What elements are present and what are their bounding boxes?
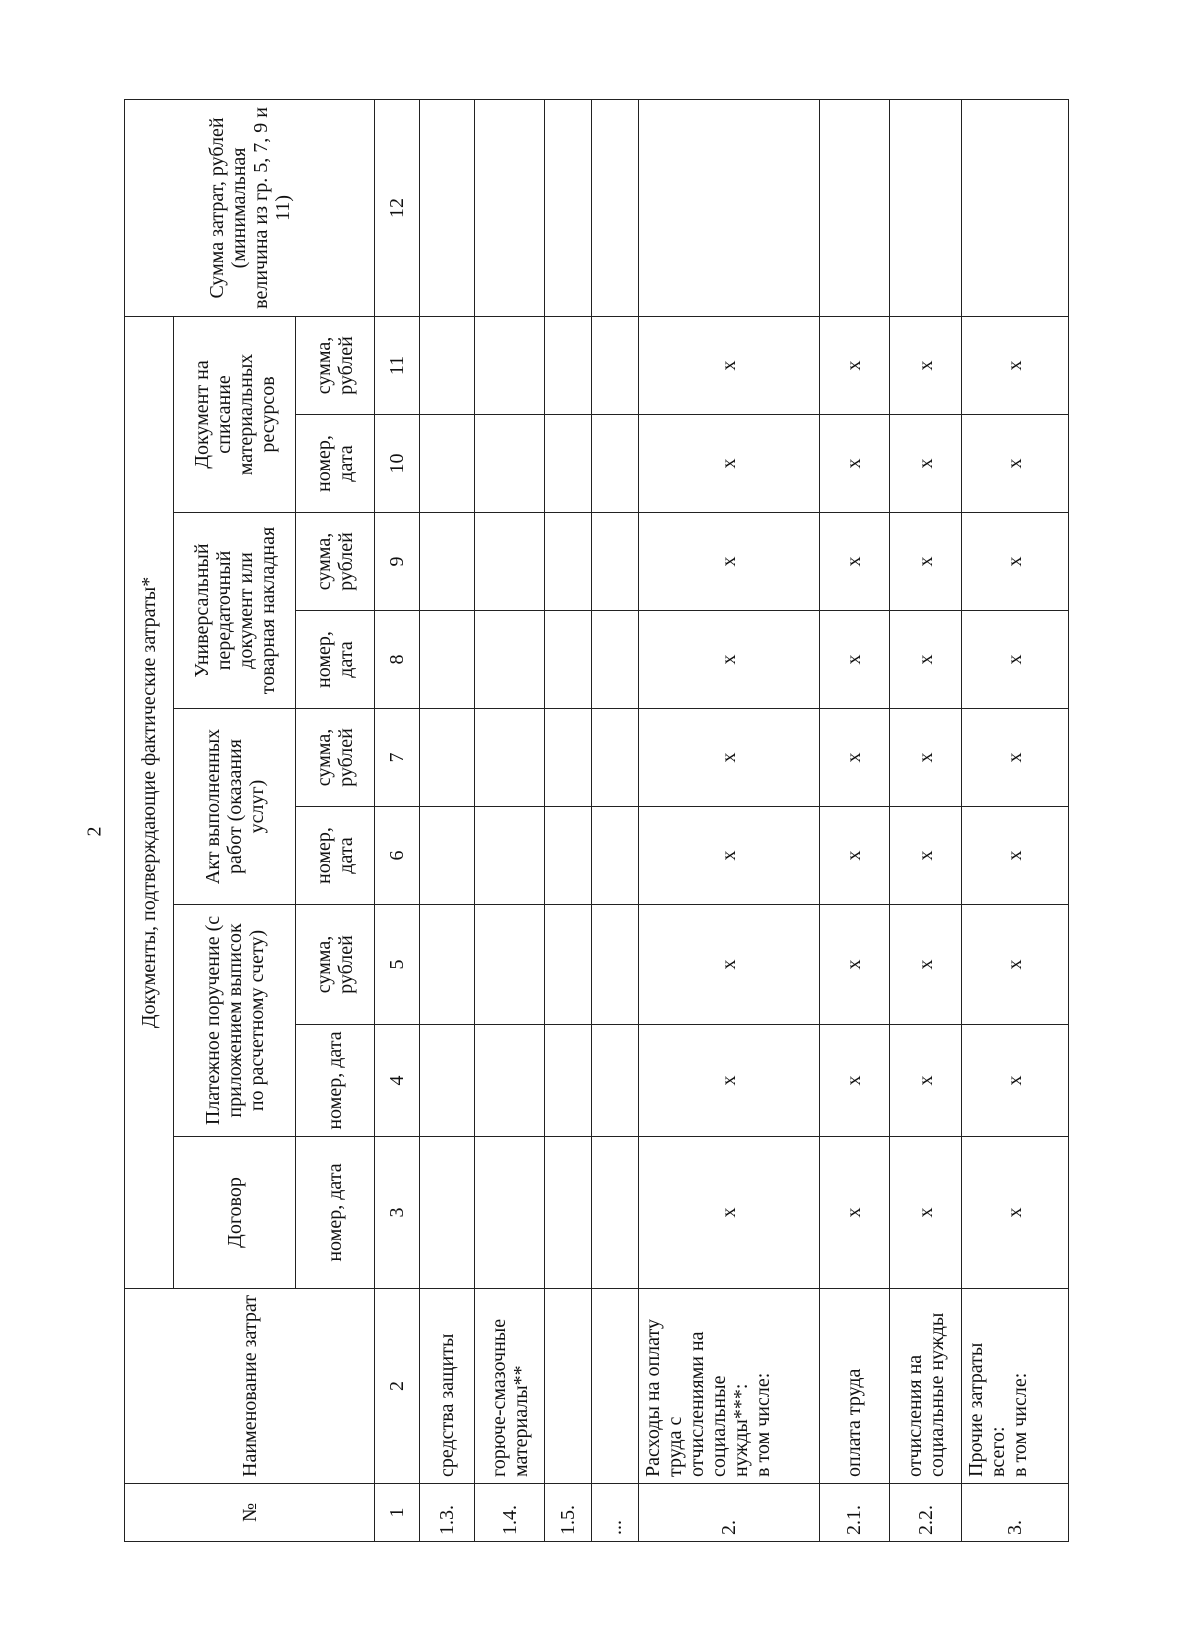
row-name-line: Расходы на оплату: [641, 1319, 664, 1477]
cross-mark: x: [638, 807, 819, 905]
cross-mark: x: [962, 316, 1069, 414]
column-number: 1: [375, 1484, 420, 1542]
column-number-row: [375, 99, 420, 1541]
table-row: [890, 99, 962, 1541]
header-name: Наименование затрат: [125, 1289, 375, 1484]
column-number: 10: [375, 415, 420, 513]
header-total: Сумма затрат, рублей (минимальная величина из гр. 5, 7, 9 и 11): [125, 99, 375, 316]
cross-mark: x: [962, 415, 1069, 513]
page-number: 2: [83, 826, 106, 837]
column-number: 4: [375, 1025, 420, 1137]
header-contract: Договор: [173, 1137, 295, 1289]
cross-mark: x: [890, 709, 962, 807]
cross-mark: x: [962, 807, 1069, 905]
cross-mark: x: [819, 316, 889, 414]
cross-mark: x: [962, 905, 1069, 1025]
row-name: [638, 1289, 819, 1484]
row-name: оплата труда: [819, 1289, 889, 1484]
cross-mark: x: [638, 1025, 819, 1137]
row-name: [545, 1289, 592, 1484]
column-number: 3: [375, 1137, 420, 1289]
sub-act-sum: сумма, рублей: [296, 709, 375, 807]
row-name: средства защиты: [419, 1289, 474, 1484]
costs-table: [124, 99, 1069, 1542]
row-name: отчисления на социальные нужды: [890, 1289, 962, 1484]
row-number: 1.5.: [545, 1484, 592, 1542]
cross-mark: x: [890, 807, 962, 905]
column-number: 5: [375, 905, 420, 1025]
cross-mark: x: [962, 1025, 1069, 1137]
column-number: 2: [375, 1289, 420, 1484]
row-name: [962, 1289, 1069, 1484]
column-number: 9: [375, 513, 420, 611]
table-row: [638, 99, 819, 1541]
header-act: Акт выполненных работ (оказания услуг): [173, 709, 295, 905]
row-name-line: социальные: [707, 1375, 730, 1477]
cross-mark: x: [819, 709, 889, 807]
table-row: [819, 99, 889, 1541]
column-number: 11: [375, 316, 420, 414]
row-number: 3.: [962, 1484, 1069, 1542]
cross-mark: x: [638, 415, 819, 513]
row-name: [592, 1289, 639, 1484]
sub-writeoff-sum: сумма, рублей: [296, 316, 375, 414]
row-number: 2.1.: [819, 1484, 889, 1542]
row-number: ...: [592, 1484, 639, 1542]
cross-mark: x: [819, 611, 889, 709]
cross-mark: x: [638, 611, 819, 709]
cross-mark: x: [638, 709, 819, 807]
header-writeoff: Документ на списание материальных ресурсов: [173, 316, 295, 512]
row-name-line: нужды***:: [729, 1383, 752, 1477]
header-payment: Платежное поручение (с приложением выписок по расчетному счету): [173, 905, 295, 1137]
cross-mark: x: [819, 415, 889, 513]
header-no: №: [125, 1484, 375, 1542]
cross-mark: x: [638, 513, 819, 611]
column-number: 7: [375, 709, 420, 807]
row-name-line: в том числе:: [1009, 1372, 1032, 1477]
document-table-rotated: [124, 100, 1069, 1542]
cross-mark: x: [890, 513, 962, 611]
row-number: 1.3.: [419, 1484, 474, 1542]
table-row: [419, 99, 474, 1541]
cross-mark: x: [890, 1137, 962, 1289]
sub-payment-sum: сумма, рублей: [296, 905, 375, 1025]
row-name-line: в том числе:: [751, 1372, 774, 1477]
table-row: [592, 99, 639, 1541]
cross-mark: x: [819, 1137, 889, 1289]
sub-act-number-date: номер, дата: [296, 807, 375, 905]
sub-upd-number-date: номер, дата: [296, 611, 375, 709]
row-number: 1.4.: [475, 1484, 545, 1542]
row-number: 2.: [638, 1484, 819, 1542]
header-docs-group: Документы, подтверждающие фактические затраты*: [125, 316, 174, 1288]
cross-mark: x: [890, 905, 962, 1025]
cross-mark: x: [962, 611, 1069, 709]
column-number: 6: [375, 807, 420, 905]
cross-mark: x: [638, 905, 819, 1025]
sub-writeoff-number-date: номер, дата: [296, 415, 375, 513]
cross-mark: x: [890, 1025, 962, 1137]
row-name: горюче-смазочные материалы**: [475, 1289, 545, 1484]
sub-contract-number-date: номер, дата: [296, 1137, 375, 1289]
table-row: [962, 99, 1069, 1541]
cross-mark: x: [890, 415, 962, 513]
column-number: 12: [375, 99, 420, 316]
cross-mark: x: [819, 807, 889, 905]
cross-mark: x: [962, 513, 1069, 611]
cross-mark: x: [962, 1137, 1069, 1289]
cross-mark: x: [638, 1137, 819, 1289]
row-name-line: всего:: [987, 1426, 1010, 1477]
header-upd: Универсальный передаточный документ или товарная накладная: [173, 513, 295, 709]
row-name-line: отчислениями на: [685, 1331, 708, 1477]
cross-mark: x: [890, 316, 962, 414]
table-row: [545, 99, 592, 1541]
row-name-line: Прочие затраты: [965, 1342, 988, 1477]
row-name-line: труда с: [663, 1416, 686, 1477]
cross-mark: x: [638, 316, 819, 414]
cross-mark: x: [819, 905, 889, 1025]
sub-payment-number-date: номер, дата: [296, 1025, 375, 1137]
column-number: 8: [375, 611, 420, 709]
table-row: [475, 99, 545, 1541]
cross-mark: x: [962, 709, 1069, 807]
cross-mark: x: [819, 513, 889, 611]
row-number: 2.2.: [890, 1484, 962, 1542]
cross-mark: x: [890, 611, 962, 709]
cross-mark: x: [819, 1025, 889, 1137]
sub-upd-sum: сумма, рублей: [296, 513, 375, 611]
